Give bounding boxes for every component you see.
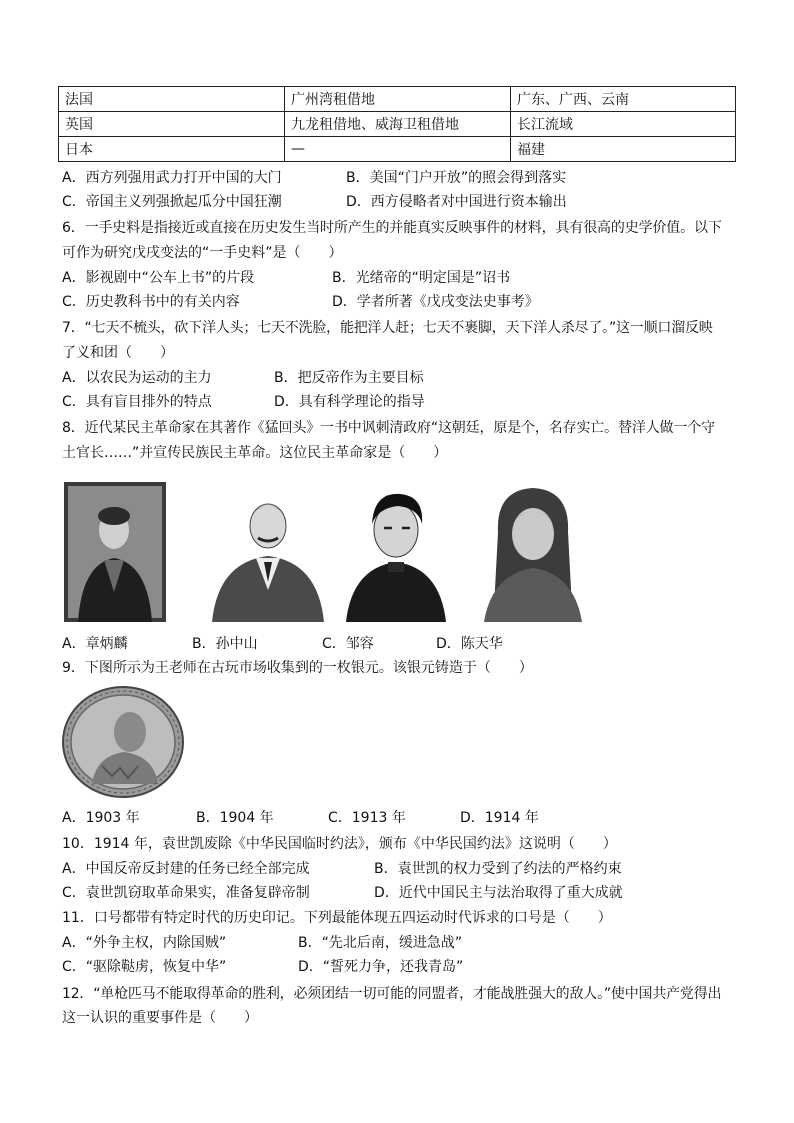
- q9-stem-line1: 9．下图所示为王老师在古玩市场收集到的一枚银元。该银元铸造于（ ）: [62, 660, 533, 676]
- concession-table: [58, 86, 736, 162]
- q10-stem-line1: 10．1914 年，袁世凯废除《中华民国临时约法》，颁布《中华民国约法》这说明（ ）: [62, 836, 617, 852]
- q7-option-c: C．具有盲目排外的特点: [62, 394, 212, 410]
- q11-option-b: B．“先北后南，缓进急战”: [298, 935, 463, 951]
- q10-option-c: C．袁世凯窃取革命果实，准备复辟帝制: [62, 885, 310, 901]
- q10-option-d: D．近代中国民主与法治取得了重大成就: [374, 885, 623, 901]
- portrait-photo-d: [478, 482, 588, 622]
- table-cell: 广州湾租借地: [285, 87, 511, 112]
- portrait-photo-a: [64, 482, 166, 622]
- q5-option-d: D．西方侵略者对中国进行资本输出: [346, 194, 567, 210]
- table-row: [59, 137, 736, 162]
- q7-option-d: D．具有科学理论的指导: [274, 394, 425, 410]
- q8-option-c: C．邹容: [322, 636, 374, 652]
- q8-option-d: D．陈天华: [436, 636, 503, 652]
- table-cell: 日本: [59, 137, 285, 162]
- q10-option-a: A．中国反帝反封建的任务已经全部完成: [62, 861, 310, 877]
- q9-option-d: D．1914 年: [460, 810, 539, 826]
- q11-option-c: C．“驱除鞑虏，恢复中华”: [62, 959, 227, 975]
- table-cell: —: [285, 137, 511, 162]
- q12-stem-line2: 这一认识的重要事件是（ ）: [62, 1010, 258, 1026]
- q5-option-a: A．西方列强用武力打开中国的大门: [62, 170, 282, 186]
- q6-option-d: D．学者所著《戊戌变法史事考》: [332, 294, 539, 310]
- q11-stem-line1: 11．口号都带有特定时代的历史印记。下列最能体现五四运动时代诉求的口号是（ ）: [62, 910, 612, 926]
- q5-option-b: B．美国“门户开放”的照会得到落实: [346, 170, 567, 186]
- q7-stem-line2: 了义和团（ ）: [62, 345, 174, 361]
- q6-option-a: A．影视剧中“公车上书”的片段: [62, 270, 255, 286]
- portrait-photo-c: [344, 482, 448, 622]
- silver-coin-image: [62, 686, 184, 798]
- q6-option-c: C．历史教科书中的有关内容: [62, 294, 240, 310]
- q11-option-a: A．“外争主权，内除国贼”: [62, 935, 227, 951]
- table-cell: 法国: [59, 87, 285, 112]
- q8-stem-line2: 土官长……”并宣传民族民主革命。这位民主革命家是（ ）: [62, 445, 448, 461]
- q11-option-d: D．“誓死力争，还我青岛”: [298, 959, 464, 975]
- q8-option-a: A．章炳麟: [62, 636, 128, 652]
- table-cell: 广东、广西、云南: [511, 87, 736, 112]
- q7-stem-line1: 7．“七天不梳头，砍下洋人头；七天不洗脸，能把洋人赶；七天不裹脚，天下洋人杀尽了。”这一顺口溜反映: [62, 320, 713, 336]
- q12-stem-line1: 12．“单枪匹马不能取得革命的胜利，必须团结一切可能的同盟者，才能战胜强大的敌人。”使中国共产党得出: [62, 986, 722, 1002]
- q6-stem-line2: 可作为研究戊戌变法的“一手史料”是（ ）: [62, 245, 343, 261]
- q9-option-a: A．1903 年: [62, 810, 140, 826]
- table-row: [59, 87, 736, 112]
- q5-option-c: C．帝国主义列强掀起瓜分中国狂潮: [62, 194, 282, 210]
- table-row: [59, 112, 736, 137]
- q6-option-b: B．光绪帝的“明定国是”诏书: [332, 270, 511, 286]
- q9-option-b: B．1904 年: [196, 810, 274, 826]
- table-cell: 英国: [59, 112, 285, 137]
- q7-option-a: A．以农民为运动的主力: [62, 370, 212, 386]
- table-cell: 福建: [511, 137, 736, 162]
- portrait-photo-b: [208, 482, 328, 622]
- q7-option-b: B．把反帝作为主要目标: [274, 370, 424, 386]
- table-cell: 长江流域: [511, 112, 736, 137]
- q8-stem-line1: 8．近代某民主革命家在其著作《猛回头》一书中讽刺清政府“这朝廷，原是个，名存实亡。替洋人做一个守: [62, 420, 715, 436]
- q6-stem-line1: 6．一手史料是指接近或直接在历史发生当时所产生的并能真实反映事件的材料，具有很高的史学价值。以下: [62, 220, 722, 236]
- q8-option-b: B．孙中山: [192, 636, 258, 652]
- table-cell: 九龙租借地、威海卫租借地: [285, 112, 511, 137]
- q10-option-b: B．袁世凯的权力受到了约法的严格约束: [374, 861, 622, 877]
- q9-option-c: C．1913 年: [328, 810, 406, 826]
